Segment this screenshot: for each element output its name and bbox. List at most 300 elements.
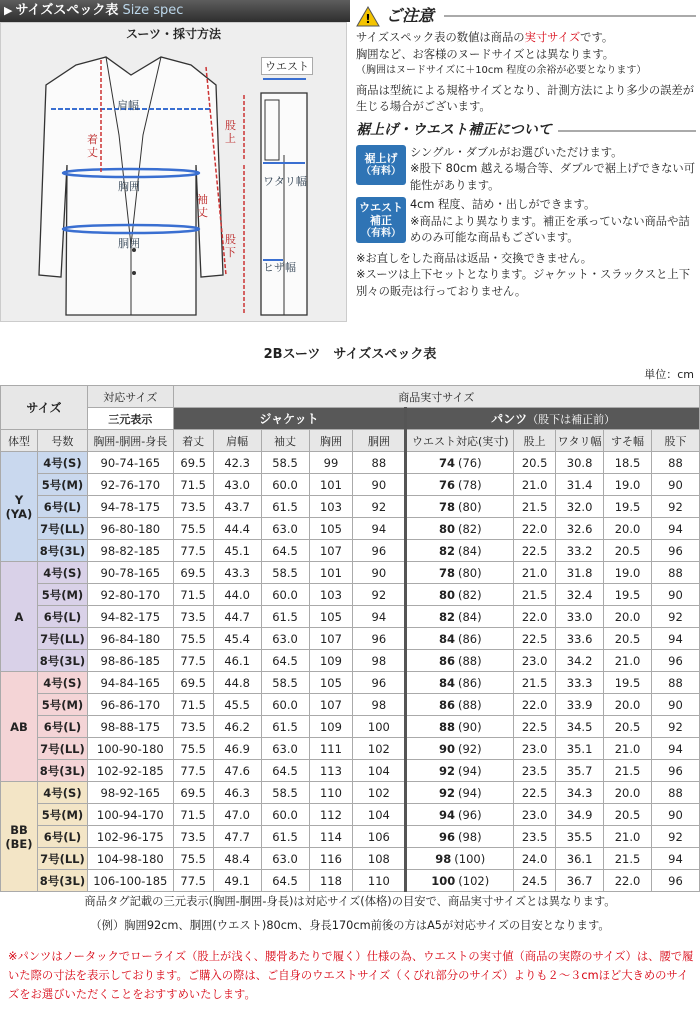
- table-row: [1, 848, 700, 870]
- th-taiou: 対応サイズ: [87, 386, 173, 408]
- value-cell: 34.9: [556, 804, 604, 826]
- value-cell: 24.0: [514, 848, 556, 870]
- label-abdomen: 胴囲: [118, 237, 140, 250]
- value-cell: 96-84-180: [87, 628, 173, 650]
- value-cell: 61.5: [261, 496, 309, 518]
- size-number-cell: 6号(L): [37, 716, 87, 738]
- label-length: 着丈: [87, 133, 98, 159]
- value-cell: 109: [309, 716, 353, 738]
- value-cell: 20.5: [514, 452, 556, 474]
- waist-value: 86: [438, 653, 455, 668]
- value-cell: 96: [651, 540, 699, 562]
- value-cell: 22.5: [514, 782, 556, 804]
- waist-value: 80: [438, 587, 455, 602]
- value-cell: 69.5: [173, 782, 213, 804]
- value-cell: 118: [309, 870, 353, 892]
- size-number-cell: 7号(LL): [37, 518, 87, 540]
- size-number-cell: 8号(3L): [37, 760, 87, 782]
- body-type-cell: Y (YA): [1, 452, 38, 562]
- value-cell: 96: [353, 628, 406, 650]
- waist-cell: [406, 628, 514, 650]
- value-cell: 31.8: [556, 562, 604, 584]
- waist-value: 98: [435, 851, 452, 866]
- value-cell: 20.0: [604, 694, 652, 716]
- value-cell: 104: [353, 760, 406, 782]
- value-cell: 43.3: [213, 562, 261, 584]
- value-cell: 35.1: [556, 738, 604, 760]
- value-cell: 69.5: [173, 562, 213, 584]
- table-row: [1, 474, 700, 496]
- value-cell: 102-92-185: [87, 760, 173, 782]
- value-cell: 19.5: [604, 672, 652, 694]
- value-cell: 60.0: [261, 694, 309, 716]
- waist-value: 80: [438, 521, 455, 536]
- waist-cell: [406, 606, 514, 628]
- value-cell: 47.0: [213, 804, 261, 826]
- value-cell: 90: [651, 804, 699, 826]
- value-cell: 94: [651, 628, 699, 650]
- size-number-cell: 5号(M): [37, 584, 87, 606]
- value-cell: 46.3: [213, 782, 261, 804]
- value-cell: 22.0: [514, 694, 556, 716]
- label-inseam: 股下: [225, 233, 236, 259]
- value-cell: 34.5: [556, 716, 604, 738]
- body-type-cell: BB (BE): [1, 782, 38, 892]
- value-cell: 98: [353, 650, 406, 672]
- table-row: [1, 584, 700, 606]
- value-cell: 69.5: [173, 452, 213, 474]
- value-cell: 71.5: [173, 474, 213, 496]
- table-row: [1, 496, 700, 518]
- value-cell: 90: [353, 562, 406, 584]
- value-cell: 92: [353, 584, 406, 606]
- value-cell: 22.0: [514, 606, 556, 628]
- table-row: [1, 782, 700, 804]
- value-cell: 23.5: [514, 826, 556, 848]
- value-cell: 99: [309, 452, 353, 474]
- waist-actual: (86): [457, 675, 482, 690]
- size-number-cell: 8号(3L): [37, 870, 87, 892]
- value-cell: 58.5: [261, 562, 309, 584]
- waist-actual: (80): [457, 565, 482, 580]
- notice-panel: ! ご注意 サイズスペック表の数値は商品の実寸サイズです。 胸囲など、お客様のヌードサイズとは異なります。 （胸囲はヌードサイズに＋10cm 程度の余裕が必要となります） 商品は型統による規格サイズとなり、計測方法により多少の誤差が生じる場合がございます。 裾上げ・ウエスト補正について 裾上げ （有料） シングル・ダブルがお選びいただけます。 ※股下 80cm 越える場合等、ダブルで裾上げできない可能性があります。 ウエスト補正 （有料） 4cm 程度、詰め・出しができます。 ※商品により異なります。補正を承っていない商品や詰めのみ可能な商品もございます。 ※お直しをした商品は返品・交換できません。 ※スーツは上下セットとなります。ジャケット・スラックスと上下別々の販売は行っておりません。: [356, 5, 696, 298]
- value-cell: 32.6: [556, 518, 604, 540]
- waist-actual: (88): [457, 697, 482, 712]
- value-cell: 98: [353, 694, 406, 716]
- waist-cell: [406, 760, 514, 782]
- size-number-cell: 8号(3L): [37, 650, 87, 672]
- value-cell: 23.5: [514, 760, 556, 782]
- waist-cell: [406, 870, 514, 892]
- value-cell: 90: [651, 694, 699, 716]
- waist-actual: (88): [457, 653, 482, 668]
- value-cell: 105: [309, 672, 353, 694]
- size-number-cell: 7号(LL): [37, 628, 87, 650]
- waist-actual: (98): [457, 829, 482, 844]
- table-row: [1, 716, 700, 738]
- size-number-cell: 7号(LL): [37, 738, 87, 760]
- value-cell: 45.1: [213, 540, 261, 562]
- size-number-cell: 6号(L): [37, 606, 87, 628]
- waist-actual: (94): [457, 785, 482, 800]
- size-number-cell: 4号(S): [37, 562, 87, 584]
- waist-value: 86: [438, 697, 455, 712]
- value-cell: 43.0: [213, 474, 261, 496]
- label-hip-up: 股上: [225, 119, 236, 145]
- waist-cell: [406, 452, 514, 474]
- label-waist: ウエスト: [261, 57, 313, 75]
- svg-text:!: !: [365, 12, 371, 26]
- value-cell: 44.7: [213, 606, 261, 628]
- value-cell: 61.5: [261, 606, 309, 628]
- value-cell: 21.5: [514, 584, 556, 606]
- value-cell: 19.5: [604, 496, 652, 518]
- body-type-cell: A: [1, 562, 38, 672]
- value-cell: 88: [651, 452, 699, 474]
- value-cell: 63.0: [261, 628, 309, 650]
- value-cell: 32.4: [556, 584, 604, 606]
- value-cell: 101: [309, 474, 353, 496]
- value-cell: 71.5: [173, 584, 213, 606]
- waist-cell: [406, 584, 514, 606]
- waist-actual: (82): [457, 521, 482, 536]
- value-cell: 73.5: [173, 606, 213, 628]
- value-cell: 107: [309, 628, 353, 650]
- header-title: サイズスペック表: [15, 3, 119, 18]
- table-row: [1, 804, 700, 826]
- value-cell: 64.5: [261, 540, 309, 562]
- value-cell: 33.2: [556, 540, 604, 562]
- value-cell: 94: [651, 518, 699, 540]
- waist-actual: (102): [458, 873, 490, 888]
- waist-actual: (94): [457, 763, 482, 778]
- value-cell: 31.4: [556, 474, 604, 496]
- table-row: [1, 650, 700, 672]
- value-cell: 90-78-165: [87, 562, 173, 584]
- value-cell: 105: [309, 518, 353, 540]
- size-number-cell: 4号(S): [37, 672, 87, 694]
- waist-cell: [406, 716, 514, 738]
- value-cell: 22.5: [514, 716, 556, 738]
- value-cell: 110: [353, 870, 406, 892]
- value-cell: 77.5: [173, 760, 213, 782]
- value-cell: 92: [651, 826, 699, 848]
- value-cell: 90-74-165: [87, 452, 173, 474]
- value-cell: 21.5: [514, 672, 556, 694]
- th-size: サイズ: [1, 386, 88, 430]
- value-cell: 101: [309, 562, 353, 584]
- value-cell: 102: [353, 782, 406, 804]
- value-cell: 109: [309, 650, 353, 672]
- value-cell: 88: [353, 452, 406, 474]
- value-cell: 92-76-170: [87, 474, 173, 496]
- value-cell: 22.0: [604, 870, 652, 892]
- waist-cell: [406, 804, 514, 826]
- value-cell: 100: [353, 716, 406, 738]
- waist-actual: (90): [457, 719, 482, 734]
- value-cell: 75.5: [173, 518, 213, 540]
- value-cell: 92: [651, 606, 699, 628]
- size-number-cell: 5号(M): [37, 474, 87, 496]
- value-cell: 92: [651, 716, 699, 738]
- value-cell: 21.5: [514, 496, 556, 518]
- value-cell: 103: [309, 584, 353, 606]
- value-cell: 111: [309, 738, 353, 760]
- value-cell: 98-92-165: [87, 782, 173, 804]
- table-row: [1, 826, 700, 848]
- value-cell: 44.8: [213, 672, 261, 694]
- value-cell: 75.5: [173, 738, 213, 760]
- value-cell: 103: [309, 496, 353, 518]
- value-cell: 110: [309, 782, 353, 804]
- value-cell: 112: [309, 804, 353, 826]
- waist-actual: (84): [457, 609, 482, 624]
- waist-cell: [406, 518, 514, 540]
- value-cell: 35.5: [556, 826, 604, 848]
- value-cell: 77.5: [173, 650, 213, 672]
- value-cell: 96: [353, 540, 406, 562]
- size-number-cell: 5号(M): [37, 804, 87, 826]
- value-cell: 22.5: [514, 540, 556, 562]
- value-cell: 23.0: [514, 804, 556, 826]
- value-cell: 30.8: [556, 452, 604, 474]
- value-cell: 48.4: [213, 848, 261, 870]
- value-cell: 94-82-175: [87, 606, 173, 628]
- value-cell: 61.5: [261, 826, 309, 848]
- value-cell: 96: [353, 672, 406, 694]
- waist-actual: (96): [457, 807, 482, 822]
- value-cell: 90: [353, 474, 406, 496]
- value-cell: 90: [651, 474, 699, 496]
- value-cell: 36.7: [556, 870, 604, 892]
- value-cell: 96: [651, 760, 699, 782]
- value-cell: 44.4: [213, 518, 261, 540]
- waist-actual: (76): [457, 455, 482, 470]
- waist-value: 78: [438, 565, 455, 580]
- waist-value: 84: [438, 675, 455, 690]
- value-cell: 35.7: [556, 760, 604, 782]
- label-shoulder: 肩幅: [117, 99, 139, 112]
- value-cell: 33.6: [556, 628, 604, 650]
- value-cell: 49.1: [213, 870, 261, 892]
- value-cell: 45.4: [213, 628, 261, 650]
- value-cell: 104: [353, 804, 406, 826]
- value-cell: 60.0: [261, 474, 309, 496]
- value-cell: 58.5: [261, 672, 309, 694]
- th-jacket: ジャケット: [173, 408, 406, 430]
- waist-actual: (86): [457, 631, 482, 646]
- value-cell: 22.5: [514, 628, 556, 650]
- label-bust: 胸囲: [118, 180, 140, 193]
- table-row: [1, 606, 700, 628]
- waist-value: 74: [438, 455, 455, 470]
- table-row: [1, 672, 700, 694]
- value-cell: 19.0: [604, 474, 652, 496]
- waist-cell: [406, 672, 514, 694]
- table-row: [1, 760, 700, 782]
- table-row: [1, 628, 700, 650]
- value-cell: 88: [651, 672, 699, 694]
- body-type-cell: AB: [1, 672, 38, 782]
- waist-actual: (82): [457, 587, 482, 602]
- value-cell: 96: [651, 650, 699, 672]
- th-shohin: 商品実寸サイズ: [173, 386, 699, 408]
- value-cell: 20.5: [604, 540, 652, 562]
- value-cell: 98-82-185: [87, 540, 173, 562]
- waist-cell: [406, 650, 514, 672]
- value-cell: 21.0: [514, 562, 556, 584]
- value-cell: 19.0: [604, 562, 652, 584]
- notice-title: ご注意: [386, 5, 435, 25]
- waist-value: 78: [438, 499, 455, 514]
- waist-actual: (78): [457, 477, 482, 492]
- value-cell: 94: [353, 606, 406, 628]
- value-cell: 107: [309, 540, 353, 562]
- value-cell: 63.0: [261, 848, 309, 870]
- value-cell: 20.5: [604, 628, 652, 650]
- value-cell: 20.5: [604, 804, 652, 826]
- waist-value: 92: [438, 785, 455, 800]
- label-thigh: ワタリ幅: [263, 175, 307, 188]
- pants-warning: ※パンツはノータックでローライズ（股上が浅く、腰骨あたりで履く）仕様の為、ウエストの実寸値（商品の実際のサイズ）は、腰で履いた際の寸法を表示しております。ご購入の際は、ご自身のウエストサイズ（くびれ部分のサイズ）よりも２～３cmほど大きめのサイズをお選びいただくことをおすすめいたします。: [8, 950, 694, 1001]
- waist-value: 90: [438, 741, 455, 756]
- value-cell: 73.5: [173, 826, 213, 848]
- value-cell: 21.0: [604, 650, 652, 672]
- value-cell: 92-80-170: [87, 584, 173, 606]
- value-cell: 94: [353, 518, 406, 540]
- size-number-cell: 6号(L): [37, 826, 87, 848]
- value-cell: 113: [309, 760, 353, 782]
- value-cell: 45.5: [213, 694, 261, 716]
- waist-cell: [406, 496, 514, 518]
- value-cell: 21.0: [514, 474, 556, 496]
- value-cell: 107: [309, 694, 353, 716]
- value-cell: 58.5: [261, 452, 309, 474]
- value-cell: 20.0: [604, 518, 652, 540]
- waist-actual: (92): [457, 741, 482, 756]
- value-cell: 90: [651, 584, 699, 606]
- table-title: 2Bスーツ サイズスペック表: [263, 347, 437, 362]
- value-cell: 98-86-185: [87, 650, 173, 672]
- value-cell: 23.0: [514, 738, 556, 760]
- value-cell: 47.7: [213, 826, 261, 848]
- waist-value: 88: [438, 719, 455, 734]
- value-cell: 69.5: [173, 672, 213, 694]
- table-row: [1, 870, 700, 892]
- value-cell: 46.9: [213, 738, 261, 760]
- value-cell: 106: [353, 826, 406, 848]
- value-cell: 106-100-185: [87, 870, 173, 892]
- value-cell: 96-80-180: [87, 518, 173, 540]
- waist-cell: [406, 848, 514, 870]
- waist-value: 100: [431, 873, 456, 888]
- value-cell: 21.0: [604, 826, 652, 848]
- value-cell: 36.1: [556, 848, 604, 870]
- header-title-en: Size spec: [122, 3, 184, 18]
- value-cell: 47.6: [213, 760, 261, 782]
- table-row: [1, 694, 700, 716]
- value-cell: 23.0: [514, 650, 556, 672]
- unit-label: 単位：cm: [644, 368, 694, 381]
- value-cell: 61.5: [261, 716, 309, 738]
- size-number-cell: 7号(LL): [37, 848, 87, 870]
- value-cell: 19.5: [604, 584, 652, 606]
- value-cell: 114: [309, 826, 353, 848]
- waist-value: 76: [438, 477, 455, 492]
- waist-value: 96: [438, 829, 455, 844]
- waist-value: 82: [438, 609, 455, 624]
- waist-value: 94: [438, 807, 455, 822]
- method-title: スーツ・採寸方法: [126, 27, 221, 41]
- value-cell: 18.5: [604, 452, 652, 474]
- value-cell: 63.0: [261, 518, 309, 540]
- waist-badge: ウエスト補正 （有料）: [356, 197, 406, 243]
- size-number-cell: 4号(S): [37, 782, 87, 804]
- value-cell: 33.3: [556, 672, 604, 694]
- value-cell: 46.2: [213, 716, 261, 738]
- value-cell: 64.5: [261, 760, 309, 782]
- value-cell: 64.5: [261, 870, 309, 892]
- label-sleeve: 袖丈: [197, 193, 208, 219]
- waist-cell: [406, 474, 514, 496]
- value-cell: 44.0: [213, 584, 261, 606]
- waist-cell: [406, 738, 514, 760]
- table-row: [1, 452, 700, 474]
- value-cell: 73.5: [173, 496, 213, 518]
- measurement-method-panel: [0, 22, 347, 322]
- table-row: [1, 540, 700, 562]
- waist-cell: [406, 540, 514, 562]
- value-cell: 21.5: [604, 760, 652, 782]
- value-cell: 108: [353, 848, 406, 870]
- value-cell: 116: [309, 848, 353, 870]
- value-cell: 100-90-180: [87, 738, 173, 760]
- value-cell: 94: [651, 738, 699, 760]
- value-cell: 88: [651, 562, 699, 584]
- value-cell: 77.5: [173, 540, 213, 562]
- actual-size-emphasis: 実寸サイズ: [524, 31, 581, 44]
- value-cell: 20.0: [604, 606, 652, 628]
- value-cell: 33.9: [556, 694, 604, 716]
- value-cell: 73.5: [173, 716, 213, 738]
- waist-value: 84: [438, 631, 455, 646]
- table-row: [1, 562, 700, 584]
- value-cell: 20.0: [604, 782, 652, 804]
- value-cell: 102-96-175: [87, 826, 173, 848]
- hem-badge: 裾上げ （有料）: [356, 145, 406, 185]
- value-cell: 21.5: [604, 848, 652, 870]
- value-cell: 24.5: [514, 870, 556, 892]
- th-sangen: 三元表示: [87, 408, 173, 430]
- value-cell: 71.5: [173, 804, 213, 826]
- value-cell: 100-94-170: [87, 804, 173, 826]
- label-hem: ヒザ幅: [263, 261, 296, 274]
- value-cell: 60.0: [261, 804, 309, 826]
- value-cell: 58.5: [261, 782, 309, 804]
- value-cell: 46.1: [213, 650, 261, 672]
- waist-cell: [406, 782, 514, 804]
- section-header: ▶ サイズスペック表 Size spec: [0, 0, 350, 22]
- size-number-cell: 6号(L): [37, 496, 87, 518]
- footer-note-1: 商品タグ記載の三元表示(胸囲-胴囲-身長)は対応サイズ(体格)の目安で、商品実寸サイズとは異なります。: [84, 895, 616, 908]
- value-cell: 34.3: [556, 782, 604, 804]
- footer-note-2: （例）胸囲92cm、胴囲(ウエスト)80cm、身長170cm前後の方はA5が対応サイズの目安となります。: [90, 919, 610, 932]
- value-cell: 94: [651, 848, 699, 870]
- value-cell: 22.0: [514, 518, 556, 540]
- value-cell: 77.5: [173, 870, 213, 892]
- size-spec-table: サイズ 対応サイズ 商品実寸サイズ 三元表示 ジャケット パンツ（股下は補正前） 体型 号数 胸囲-胴囲-身長 着丈 肩幅 袖丈 胸囲 胴囲 ウエスト対応(実寸) 股上 ワタリ幅 すそ幅 股下 Y (YA) 4号(S) 90-74-165 69.5 42.3 58.5 99 88 74 (76) 20.5 30.8 18.5 88 5号(M) 92-76-170 71.5 43.0 60.0 101 90 76 (78) 21.0 31.4 19.0 90 6号(L) 94-78-175 73.5 43.7 61.5 103 92 78 (80) 21.5 32.0 19.5 92 7号(LL) 96-80-180 75.5 44.4 63.0 105 94 80 (82) 22.0 32.6 20.0 94 8号(3L) 98-82-185 77.5 45.1 64.5 107 96 82 (84) 22.5 33.2 20.5 96 A 4号(S) 90-78-165 69.5 43.3 58.5 101 90 78 (80) 21.0 31.8 19.0 88 5号(M) 92-80-170 71.5 44.0 60.0 103 92 80 (82) 21.5 32.4 19.5 90 6号(L) 94-82-175 73.5 44.7 61.5 105 94 82 (84) 22.0 33.0 20.0 92 7号(LL) 96-84-180 75.5 45.4 63.0 107 96 84 (86) 22.5 33.6 20.5 94 8号(3L) 98-86-185 77.5 46.1 64.5 109 98 86 (88) 23.0 34.2 21.0 96 AB 4号(S) 94-84-165 69.5 44.8 58.5 105 96 84 (86) 21.5 33.3 19.5 88 5号(M) 96-86-170 71.5 45.5 60.0 107 98 86 (88) 22.0 33.9 20.0 90 6号(L) 98-88-175 73.5 46.2 61.5 109 100 88 (90) 22.5 34.5 20.5 92 7号(LL) 100-90-180 75.5 46.9 63.0 111 102 90 (92) 23.0 35.1 21.0 94 8号(3L) 102-92-185 77.5 47.6 64.5 113 104 92 (94) 23.5 35.7 21.5 96 BB (BE) 4号(S) 98-92-165 69.5 46.3 58.5 110 102 92 (94) 22.5 34.3 20.0 88 5号(M) 100-94-170 71.5 47.0 60.0 112 104 94 (96) 23.0 34.9 20.5 90 6号(L) 102-96-175 73.5 47.7 61.5 114 106 96 (98) 23.5 35.5 21.0 92 7号(LL) 104-98-180 75.5 48.4 63.0 116 108 98 (100) 24.0 36.1 21.5 94 8号(3L) 106-100-185 77.5 49.1 64.5 118 110 100 (102) 24.5 36.7 22.0 96: [0, 385, 700, 892]
- value-cell: 104-98-180: [87, 848, 173, 870]
